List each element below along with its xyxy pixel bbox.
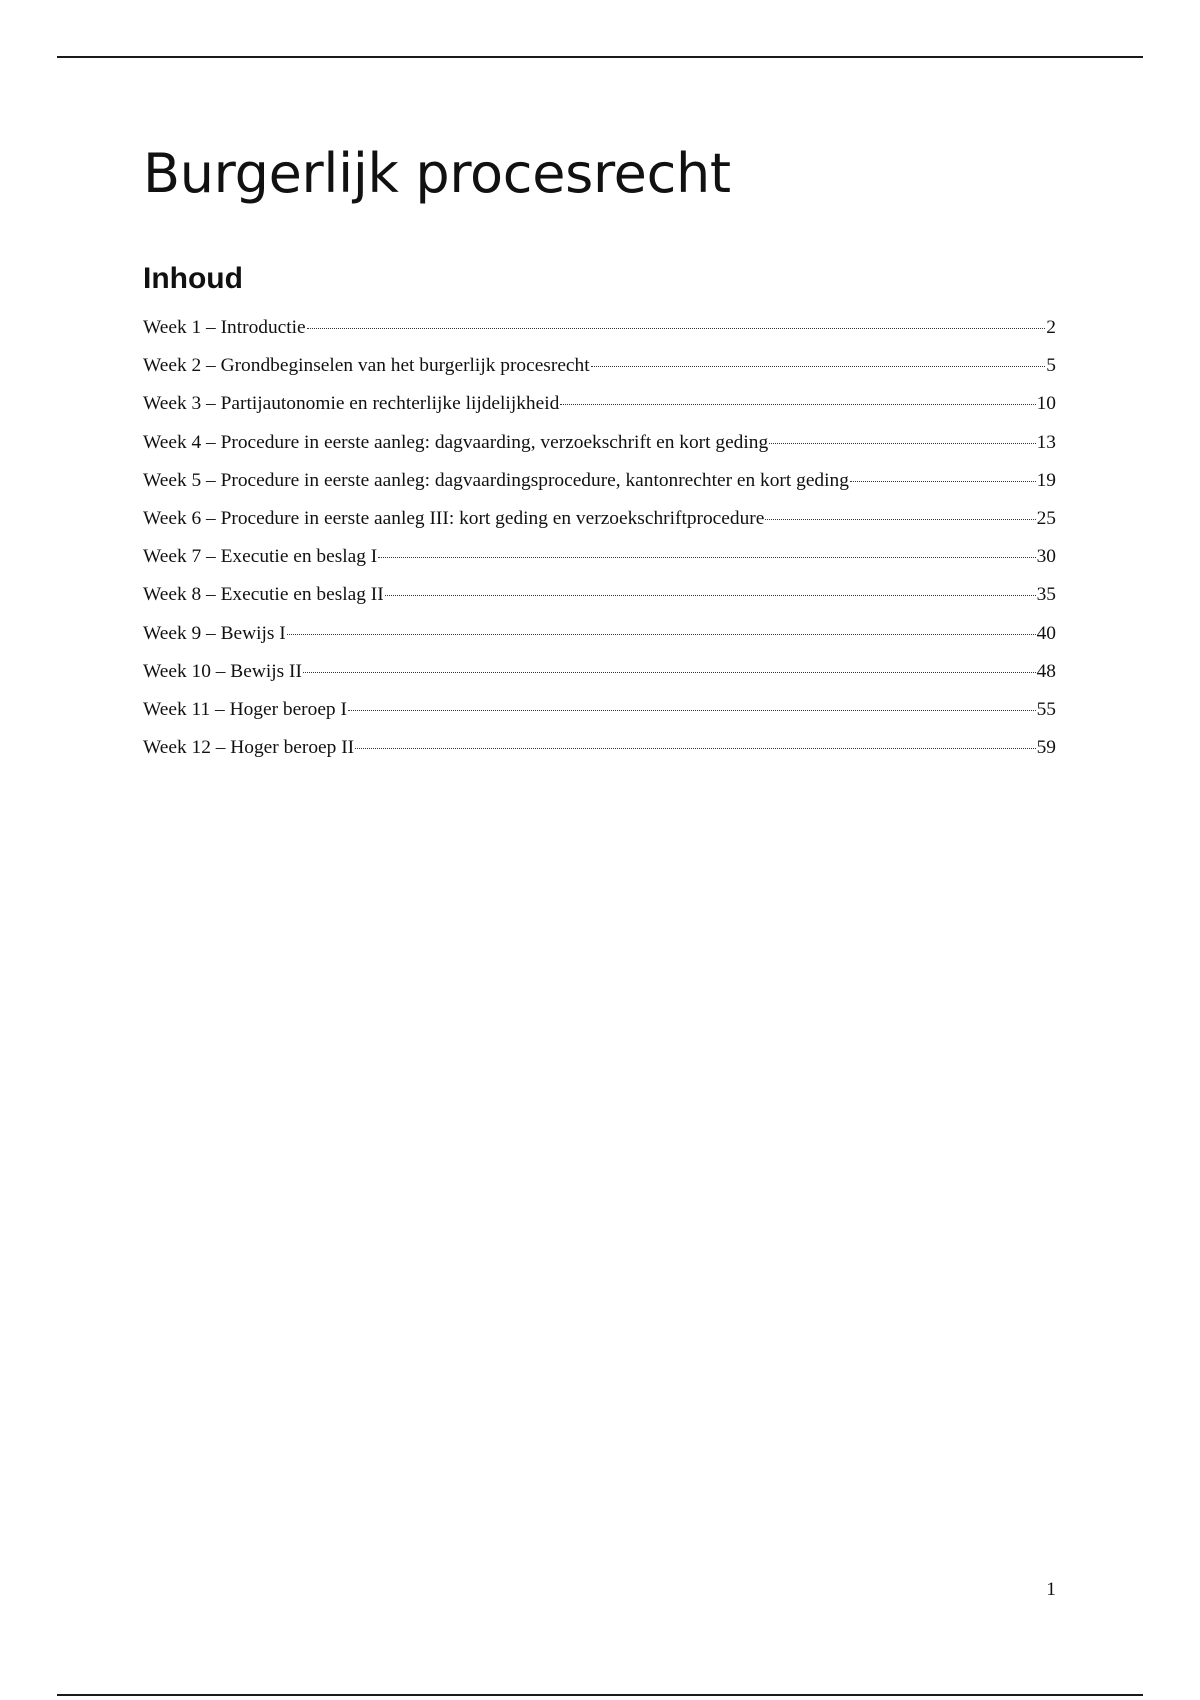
header-rule xyxy=(57,56,1143,58)
toc-entry-label: Week 5 – Procedure in eerste aanleg: dagvaardingsprocedure, kantonrechter en kort geding xyxy=(143,469,849,491)
toc-entry-label: Week 4 – Procedure in eerste aanleg: dagvaarding, verzoekschrift en kort geding xyxy=(143,431,769,453)
toc-entry[interactable] xyxy=(143,500,1056,538)
toc-dot-leader xyxy=(385,595,1036,596)
page-number: 1 xyxy=(1046,1579,1056,1600)
toc-dot-leader xyxy=(769,443,1035,444)
toc-entry-label: Week 9 – Bewijs I xyxy=(143,622,286,644)
toc-entry-page: 48 xyxy=(1036,660,1056,682)
toc-entry-label: Week 12 – Hoger beroep II xyxy=(143,737,355,759)
toc-dot-leader xyxy=(560,404,1035,405)
toc-entry[interactable] xyxy=(143,347,1056,385)
toc-entry-label: Week 7 – Executie en beslag I xyxy=(143,546,378,568)
toc-entry-label: Week 8 – Executie en beslag II xyxy=(143,584,384,606)
toc-entry[interactable] xyxy=(143,462,1056,500)
toc-dot-leader xyxy=(591,366,1046,367)
toc-entry[interactable] xyxy=(143,385,1056,423)
toc-entry-page: 5 xyxy=(1046,355,1056,377)
toc-entry[interactable] xyxy=(143,424,1056,462)
toc-dot-leader xyxy=(850,481,1036,482)
footer-rule xyxy=(57,1694,1143,1696)
toc-dot-leader xyxy=(355,748,1036,749)
table-of-contents xyxy=(143,309,1056,767)
toc-dot-leader xyxy=(287,634,1036,635)
toc-entry-page: 19 xyxy=(1036,469,1056,491)
toc-dot-leader xyxy=(378,557,1035,558)
toc-entry-label: Week 3 – Partijautonomie en rechterlijke lijdelijkheid xyxy=(143,393,560,415)
toc-entry-page: 30 xyxy=(1036,546,1056,568)
toc-entry-page: 55 xyxy=(1036,698,1056,720)
toc-entry[interactable] xyxy=(143,691,1056,729)
toc-entry-label: Week 10 – Bewijs II xyxy=(143,660,302,682)
toc-entry[interactable] xyxy=(143,309,1056,347)
toc-entry[interactable] xyxy=(143,729,1056,767)
toc-entry-page: 2 xyxy=(1046,317,1056,338)
toc-entry-page: 25 xyxy=(1036,507,1056,529)
toc-heading: Inhoud xyxy=(143,262,243,295)
toc-entry-page: 13 xyxy=(1036,431,1056,453)
toc-entry-label: Week 6 – Procedure in eerste aanleg III: kort geding en verzoekschriftprocedure xyxy=(143,507,765,529)
toc-entry-page: 40 xyxy=(1036,622,1056,644)
toc-entry-page: 10 xyxy=(1036,393,1056,415)
toc-entry-label: Week 1 – Introductie xyxy=(143,317,306,338)
toc-entry-label: Week 2 – Grondbeginselen van het burgerlijk procesrecht xyxy=(143,355,590,377)
toc-entry[interactable] xyxy=(143,576,1056,614)
toc-entry-page: 59 xyxy=(1036,737,1056,759)
toc-dot-leader xyxy=(307,328,1046,329)
toc-dot-leader xyxy=(765,519,1035,520)
document-title: Burgerlijk procesrecht xyxy=(143,142,731,205)
toc-entry-label: Week 11 – Hoger beroep I xyxy=(143,698,347,720)
toc-entry[interactable] xyxy=(143,615,1056,653)
toc-dot-leader xyxy=(303,672,1036,673)
toc-entry[interactable] xyxy=(143,538,1056,576)
toc-entry[interactable] xyxy=(143,653,1056,691)
toc-dot-leader xyxy=(348,710,1036,711)
toc-entry-page: 35 xyxy=(1036,584,1056,606)
